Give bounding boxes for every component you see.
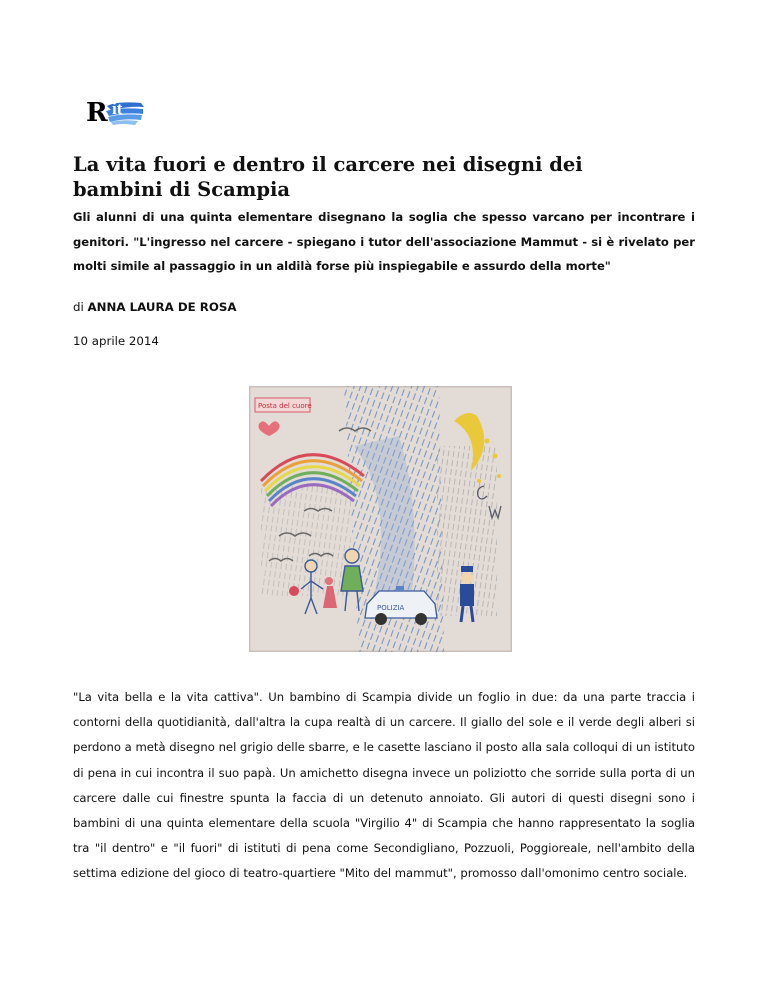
- brush-stroke-icon: [105, 100, 145, 126]
- publish-date: 10 aprile 2014: [73, 334, 159, 348]
- byline-prefix: di: [73, 300, 84, 314]
- byline: [73, 299, 237, 315]
- article-lead: Gli alunni di una quinta elementare disegnano la soglia che spesso varcano per incontrare i genitori. "L'ingresso nel carcere - spiegano i tutor dell'associazione Mammut - si è rivelato per molti simile al passaggio in un aldilà forse più inspiegabile e assurdo della morte": [73, 210, 695, 273]
- site-logo[interactable]: [82, 96, 146, 130]
- drawing-car-label: POLIZIA: [377, 604, 405, 612]
- logo-letter: R: [86, 98, 108, 128]
- logo-suffix: it: [112, 99, 123, 118]
- author-name: ANNA LAURA DE ROSA: [87, 300, 237, 314]
- article-body: "La vita bella e la vita cattiva". Un bambino di Scampia divide un foglio in due: da una parte traccia i contorni della quotidianità, dall'altra la cupa realtà di un carcere. Il giallo del sole e il verde degli alberi si perdono a metà disegno nel grigio delle sbarre, e le casette lasciano il posto alla sala colloqui di un istituto di pena in cui incontra il suo papà. Un amichetto disegna invece un poliziotto che sorride sulla porta di un carcere dalle cui finestre spunta la faccia di un detenuto annoiato. Gli autori di questi disegni sono i bambini di una quinta elementare della scuola "Virgilio 4" di Scampia che hanno rappresentato la soglia tra "il dentro" e "il fuori" di istituti di pena come Secondigliano, Pozzuoli, Poggioreale, nell'ambito della settima edizione del gioco di teatro-quartiere "Mito del mammut", promosso dall'omonimo centro sociale.: [73, 690, 695, 881]
- drawing-posta-label: Posta del cuore: [258, 402, 312, 410]
- children-drawing-image: [249, 386, 512, 652]
- article-title: La vita fuori e dentro il carcere nei disegni dei bambini di Scampia: [73, 153, 583, 201]
